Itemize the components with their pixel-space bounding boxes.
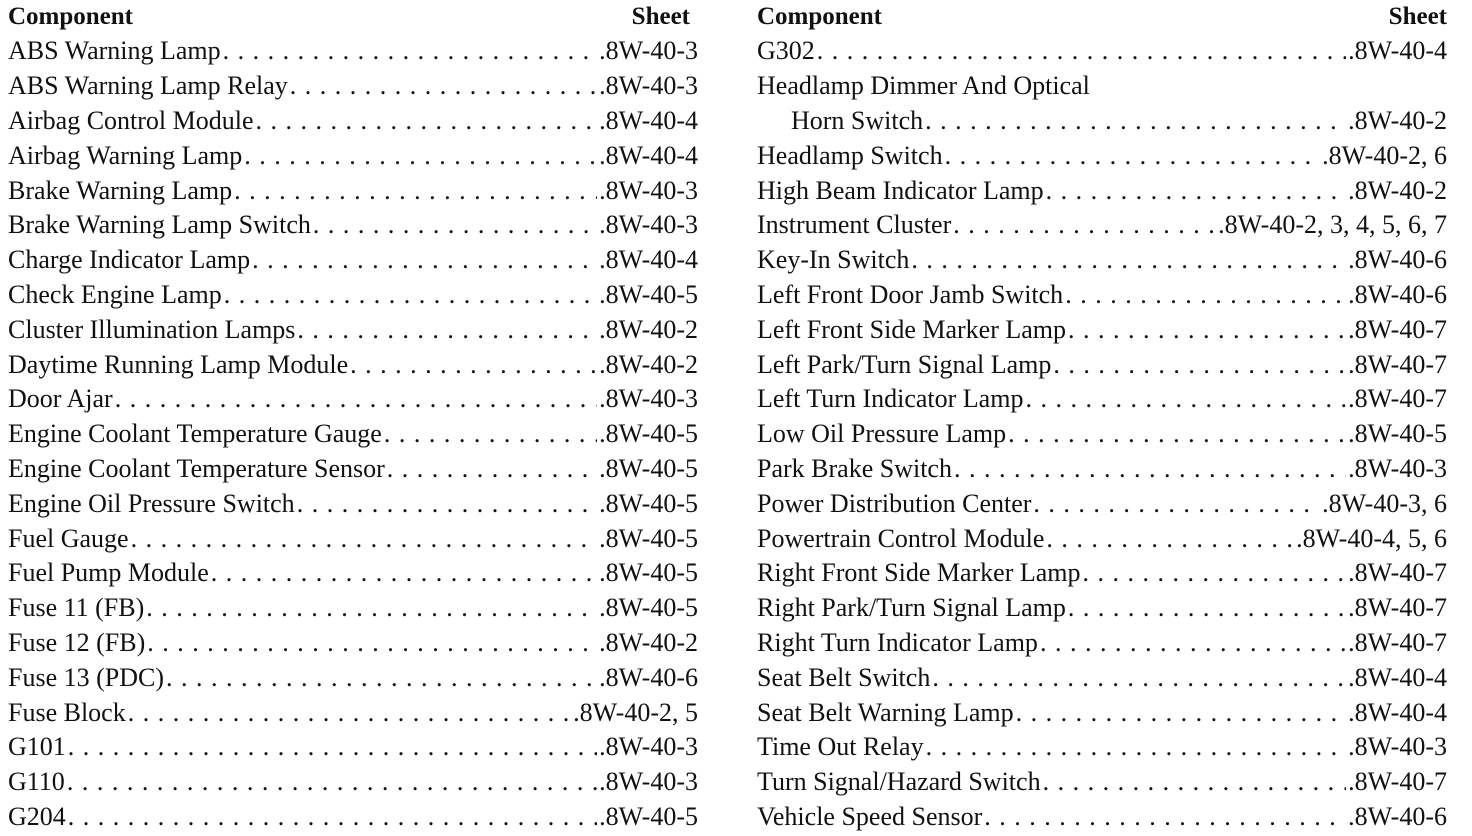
dot-leader xyxy=(223,38,597,64)
sheet-reference: .8W-40-3, 6 xyxy=(1322,488,1447,518)
component-name: High Beam Indicator Lamp xyxy=(757,175,1044,205)
index-row xyxy=(8,730,698,765)
index-row xyxy=(8,312,698,347)
component-name: Left Park/Turn Signal Lamp xyxy=(757,349,1052,379)
component-name: Low Oil Pressure Lamp xyxy=(757,419,1007,449)
dot-leader xyxy=(224,282,597,308)
sheet-reference: .8W-40-7 xyxy=(1348,314,1447,344)
component-name: Engine Coolant Temperature Gauge xyxy=(8,419,382,449)
component-name: Fuel Gauge xyxy=(8,523,129,553)
component-name: G302 xyxy=(757,36,815,66)
sheet-column-header: Sheet xyxy=(631,3,690,30)
dot-leader xyxy=(115,386,597,412)
component-name: Charge Indicator Lamp xyxy=(8,245,251,275)
sheet-reference: .8W-40-3 xyxy=(599,71,698,101)
index-row xyxy=(757,312,1447,347)
sheet-reference: .8W-40-5 xyxy=(1348,419,1447,449)
dot-leader xyxy=(953,212,1216,238)
component-name: Seat Belt Switch xyxy=(757,662,931,692)
component-name: Airbag Warning Lamp xyxy=(8,140,243,170)
dot-leader xyxy=(387,456,597,482)
index-row xyxy=(8,34,698,69)
component-name: Left Front Side Marker Lamp xyxy=(757,314,1067,344)
dot-leader xyxy=(147,630,597,656)
sheet-reference: .8W-40-4 xyxy=(1348,662,1447,692)
component-name: Fuse Block xyxy=(8,697,126,727)
component-column-header: Component xyxy=(757,3,883,30)
sheet-reference: .8W-40-4 xyxy=(1348,36,1447,66)
sheet-reference: .8W-40-2, 5 xyxy=(573,697,698,727)
dot-leader xyxy=(67,769,597,795)
component-name: Brake Warning Lamp xyxy=(8,175,233,205)
sheet-reference: .8W-40-3 xyxy=(1348,732,1447,762)
component-name: Door Ajar xyxy=(8,384,113,414)
sheet-reference: .8W-40-7 xyxy=(1348,627,1447,657)
index-row xyxy=(757,347,1447,382)
dot-leader xyxy=(1068,317,1346,343)
index-row xyxy=(757,486,1447,521)
index-row xyxy=(8,138,698,173)
component-name: Engine Oil Pressure Switch xyxy=(8,488,295,518)
component-name: Turn Signal/Hazard Switch xyxy=(757,767,1041,797)
index-row xyxy=(757,138,1447,173)
left-index-column xyxy=(8,0,698,834)
component-name: Brake Warning Lamp Switch xyxy=(8,210,311,240)
sheet-reference: .8W-40-5 xyxy=(599,453,698,483)
dot-leader xyxy=(211,560,597,586)
sheet-reference: .8W-40-6 xyxy=(1348,279,1447,309)
component-name: ABS Warning Lamp xyxy=(8,36,221,66)
sheet-reference: .8W-40-7 xyxy=(1348,349,1447,379)
component-name: Powertrain Control Module xyxy=(757,523,1045,553)
sheet-reference: .8W-40-4 xyxy=(599,245,698,275)
component-name: Right Park/Turn Signal Lamp xyxy=(757,593,1066,623)
index-row xyxy=(757,660,1447,695)
left-rows xyxy=(8,34,698,834)
component-name: Daytime Running Lamp Module xyxy=(8,349,349,379)
dot-leader xyxy=(1068,595,1346,621)
sheet-reference: .8W-40-5 xyxy=(599,419,698,449)
dot-leader xyxy=(244,143,597,169)
dot-leader xyxy=(984,804,1346,830)
right-index-column xyxy=(757,0,1447,834)
sheet-reference: .8W-40-2 xyxy=(599,349,698,379)
sheet-reference: .8W-40-4, 5, 6 xyxy=(1296,523,1447,553)
component-name: Park Brake Switch xyxy=(757,453,952,483)
index-row xyxy=(757,730,1447,765)
component-name: G101 xyxy=(8,732,66,762)
component-name: Instrument Cluster xyxy=(757,210,952,240)
dot-leader xyxy=(290,73,597,99)
component-name: Headlamp Dimmer And Optical xyxy=(757,71,1090,101)
index-row xyxy=(757,591,1447,626)
sheet-reference: .8W-40-6 xyxy=(1348,801,1447,831)
sheet-reference: .8W-40-5 xyxy=(599,593,698,623)
dot-leader xyxy=(128,700,571,726)
sheet-reference: .8W-40-3 xyxy=(599,210,698,240)
dot-leader xyxy=(313,212,597,238)
sheet-reference: .8W-40-3 xyxy=(599,175,698,205)
sheet-reference: .8W-40-4 xyxy=(599,105,698,135)
dot-leader xyxy=(911,247,1346,273)
dot-leader xyxy=(1033,491,1320,517)
component-name: Airbag Control Module xyxy=(8,105,254,135)
index-row xyxy=(8,626,698,661)
index-row xyxy=(757,626,1447,661)
sheet-reference: .8W-40-7 xyxy=(1348,558,1447,588)
sheet-reference: .8W-40-7 xyxy=(1348,384,1447,414)
index-row xyxy=(757,173,1447,208)
dot-leader xyxy=(68,734,597,760)
index-row xyxy=(757,382,1447,417)
component-name: Key-In Switch xyxy=(757,245,910,275)
component-name: Vehicle Speed Sensor xyxy=(757,801,983,831)
component-name: Right Front Side Marker Lamp xyxy=(757,558,1081,588)
index-row xyxy=(757,452,1447,487)
dot-leader xyxy=(945,143,1321,169)
index-row xyxy=(8,452,698,487)
component-name: Seat Belt Warning Lamp xyxy=(757,697,1014,727)
dot-leader xyxy=(954,456,1346,482)
component-name: Headlamp Switch xyxy=(757,140,943,170)
dot-leader xyxy=(1040,630,1346,656)
sheet-reference: .8W-40-3 xyxy=(599,384,698,414)
sheet-reference: .8W-40-5 xyxy=(599,523,698,553)
index-row xyxy=(8,69,698,104)
dot-leader xyxy=(817,38,1346,64)
sheet-reference: .8W-40-5 xyxy=(599,279,698,309)
sheet-reference: .8W-40-2, 3, 4, 5, 6, 7 xyxy=(1218,210,1447,240)
sheet-reference: .8W-40-2 xyxy=(599,627,698,657)
dot-leader xyxy=(131,526,597,552)
dot-leader xyxy=(166,665,597,691)
index-row xyxy=(8,417,698,452)
index-row xyxy=(8,660,698,695)
index-row xyxy=(8,695,698,730)
sheet-column-header: Sheet xyxy=(1388,3,1447,30)
component-name: ABS Warning Lamp Relay xyxy=(8,71,288,101)
index-row xyxy=(8,104,698,139)
sheet-reference: .8W-40-3 xyxy=(599,732,698,762)
sheet-reference: .8W-40-6 xyxy=(599,662,698,692)
index-row xyxy=(757,69,1447,104)
sheet-reference: .8W-40-5 xyxy=(599,558,698,588)
sheet-reference: .8W-40-3 xyxy=(1348,453,1447,483)
dot-leader xyxy=(297,317,597,343)
index-row xyxy=(8,800,698,835)
dot-leader xyxy=(234,178,597,204)
component-name: G110 xyxy=(8,767,65,797)
dot-leader xyxy=(925,108,1346,134)
dot-leader xyxy=(1053,352,1346,378)
component-name: Horn Switch xyxy=(791,105,924,135)
index-row xyxy=(757,243,1447,278)
component-column-header: Component xyxy=(8,3,134,30)
component-name: Fuse 11 (FB) xyxy=(8,593,145,623)
dot-leader xyxy=(1008,421,1346,447)
component-name: Power Distribution Center xyxy=(757,488,1032,518)
component-name: Fuse 13 (PDC) xyxy=(8,662,165,692)
sheet-reference: .8W-40-4 xyxy=(599,140,698,170)
dot-leader xyxy=(350,352,597,378)
index-row xyxy=(757,800,1447,835)
sheet-reference: .8W-40-4 xyxy=(1348,697,1447,727)
dot-leader xyxy=(1046,526,1294,552)
sheet-reference: .8W-40-3 xyxy=(599,36,698,66)
sheet-reference: .8W-40-2, 6 xyxy=(1322,140,1447,170)
index-row xyxy=(8,208,698,243)
sheet-reference: .8W-40-6 xyxy=(1348,245,1447,275)
component-name: Fuse 12 (FB) xyxy=(8,627,146,657)
component-name: Cluster Illumination Lamps xyxy=(8,314,296,344)
sheet-reference: .8W-40-2 xyxy=(1348,175,1447,205)
index-row xyxy=(757,34,1447,69)
index-row xyxy=(757,765,1447,800)
component-name: Left Turn Indicator Lamp xyxy=(757,384,1024,414)
index-row xyxy=(8,556,698,591)
index-row xyxy=(8,521,698,556)
index-row xyxy=(8,765,698,800)
component-name: Check Engine Lamp xyxy=(8,279,222,309)
dot-leader xyxy=(252,247,597,273)
index-row xyxy=(757,208,1447,243)
right-header-row xyxy=(757,0,1447,34)
component-name: Right Turn Indicator Lamp xyxy=(757,627,1038,657)
index-row xyxy=(8,278,698,313)
dot-leader xyxy=(1083,560,1347,586)
index-row xyxy=(8,173,698,208)
sheet-reference: .8W-40-3 xyxy=(599,767,698,797)
index-row xyxy=(757,556,1447,591)
index-row xyxy=(8,486,698,521)
dot-leader xyxy=(384,421,597,447)
index-row xyxy=(8,347,698,382)
dot-leader xyxy=(68,804,597,830)
component-name: Fuel Pump Module xyxy=(8,558,209,588)
dot-leader xyxy=(932,665,1346,691)
dot-leader xyxy=(146,595,597,621)
dot-leader xyxy=(1065,282,1346,308)
index-row xyxy=(757,278,1447,313)
index-row xyxy=(757,521,1447,556)
component-name: Engine Coolant Temperature Sensor xyxy=(8,453,385,483)
index-row xyxy=(757,104,1447,139)
sheet-reference: .8W-40-5 xyxy=(599,488,698,518)
sheet-reference: .8W-40-7 xyxy=(1348,593,1447,623)
dot-leader xyxy=(1016,700,1346,726)
left-header-row xyxy=(8,0,698,34)
dot-leader xyxy=(256,108,598,134)
dot-leader xyxy=(1046,178,1346,204)
sheet-reference: .8W-40-5 xyxy=(599,801,698,831)
component-name: G204 xyxy=(8,801,66,831)
index-row xyxy=(757,417,1447,452)
index-row xyxy=(8,382,698,417)
component-name: Time Out Relay xyxy=(757,732,924,762)
right-rows xyxy=(757,34,1447,834)
component-name: Left Front Door Jamb Switch xyxy=(757,279,1064,309)
dot-leader xyxy=(297,491,597,517)
dot-leader xyxy=(926,734,1346,760)
sheet-reference: .8W-40-2 xyxy=(599,314,698,344)
index-row xyxy=(8,591,698,626)
index-row xyxy=(8,243,698,278)
sheet-reference: .8W-40-7 xyxy=(1348,767,1447,797)
index-row xyxy=(757,695,1447,730)
sheet-reference: .8W-40-2 xyxy=(1348,105,1447,135)
dot-leader xyxy=(1025,386,1346,412)
dot-leader xyxy=(1043,769,1347,795)
